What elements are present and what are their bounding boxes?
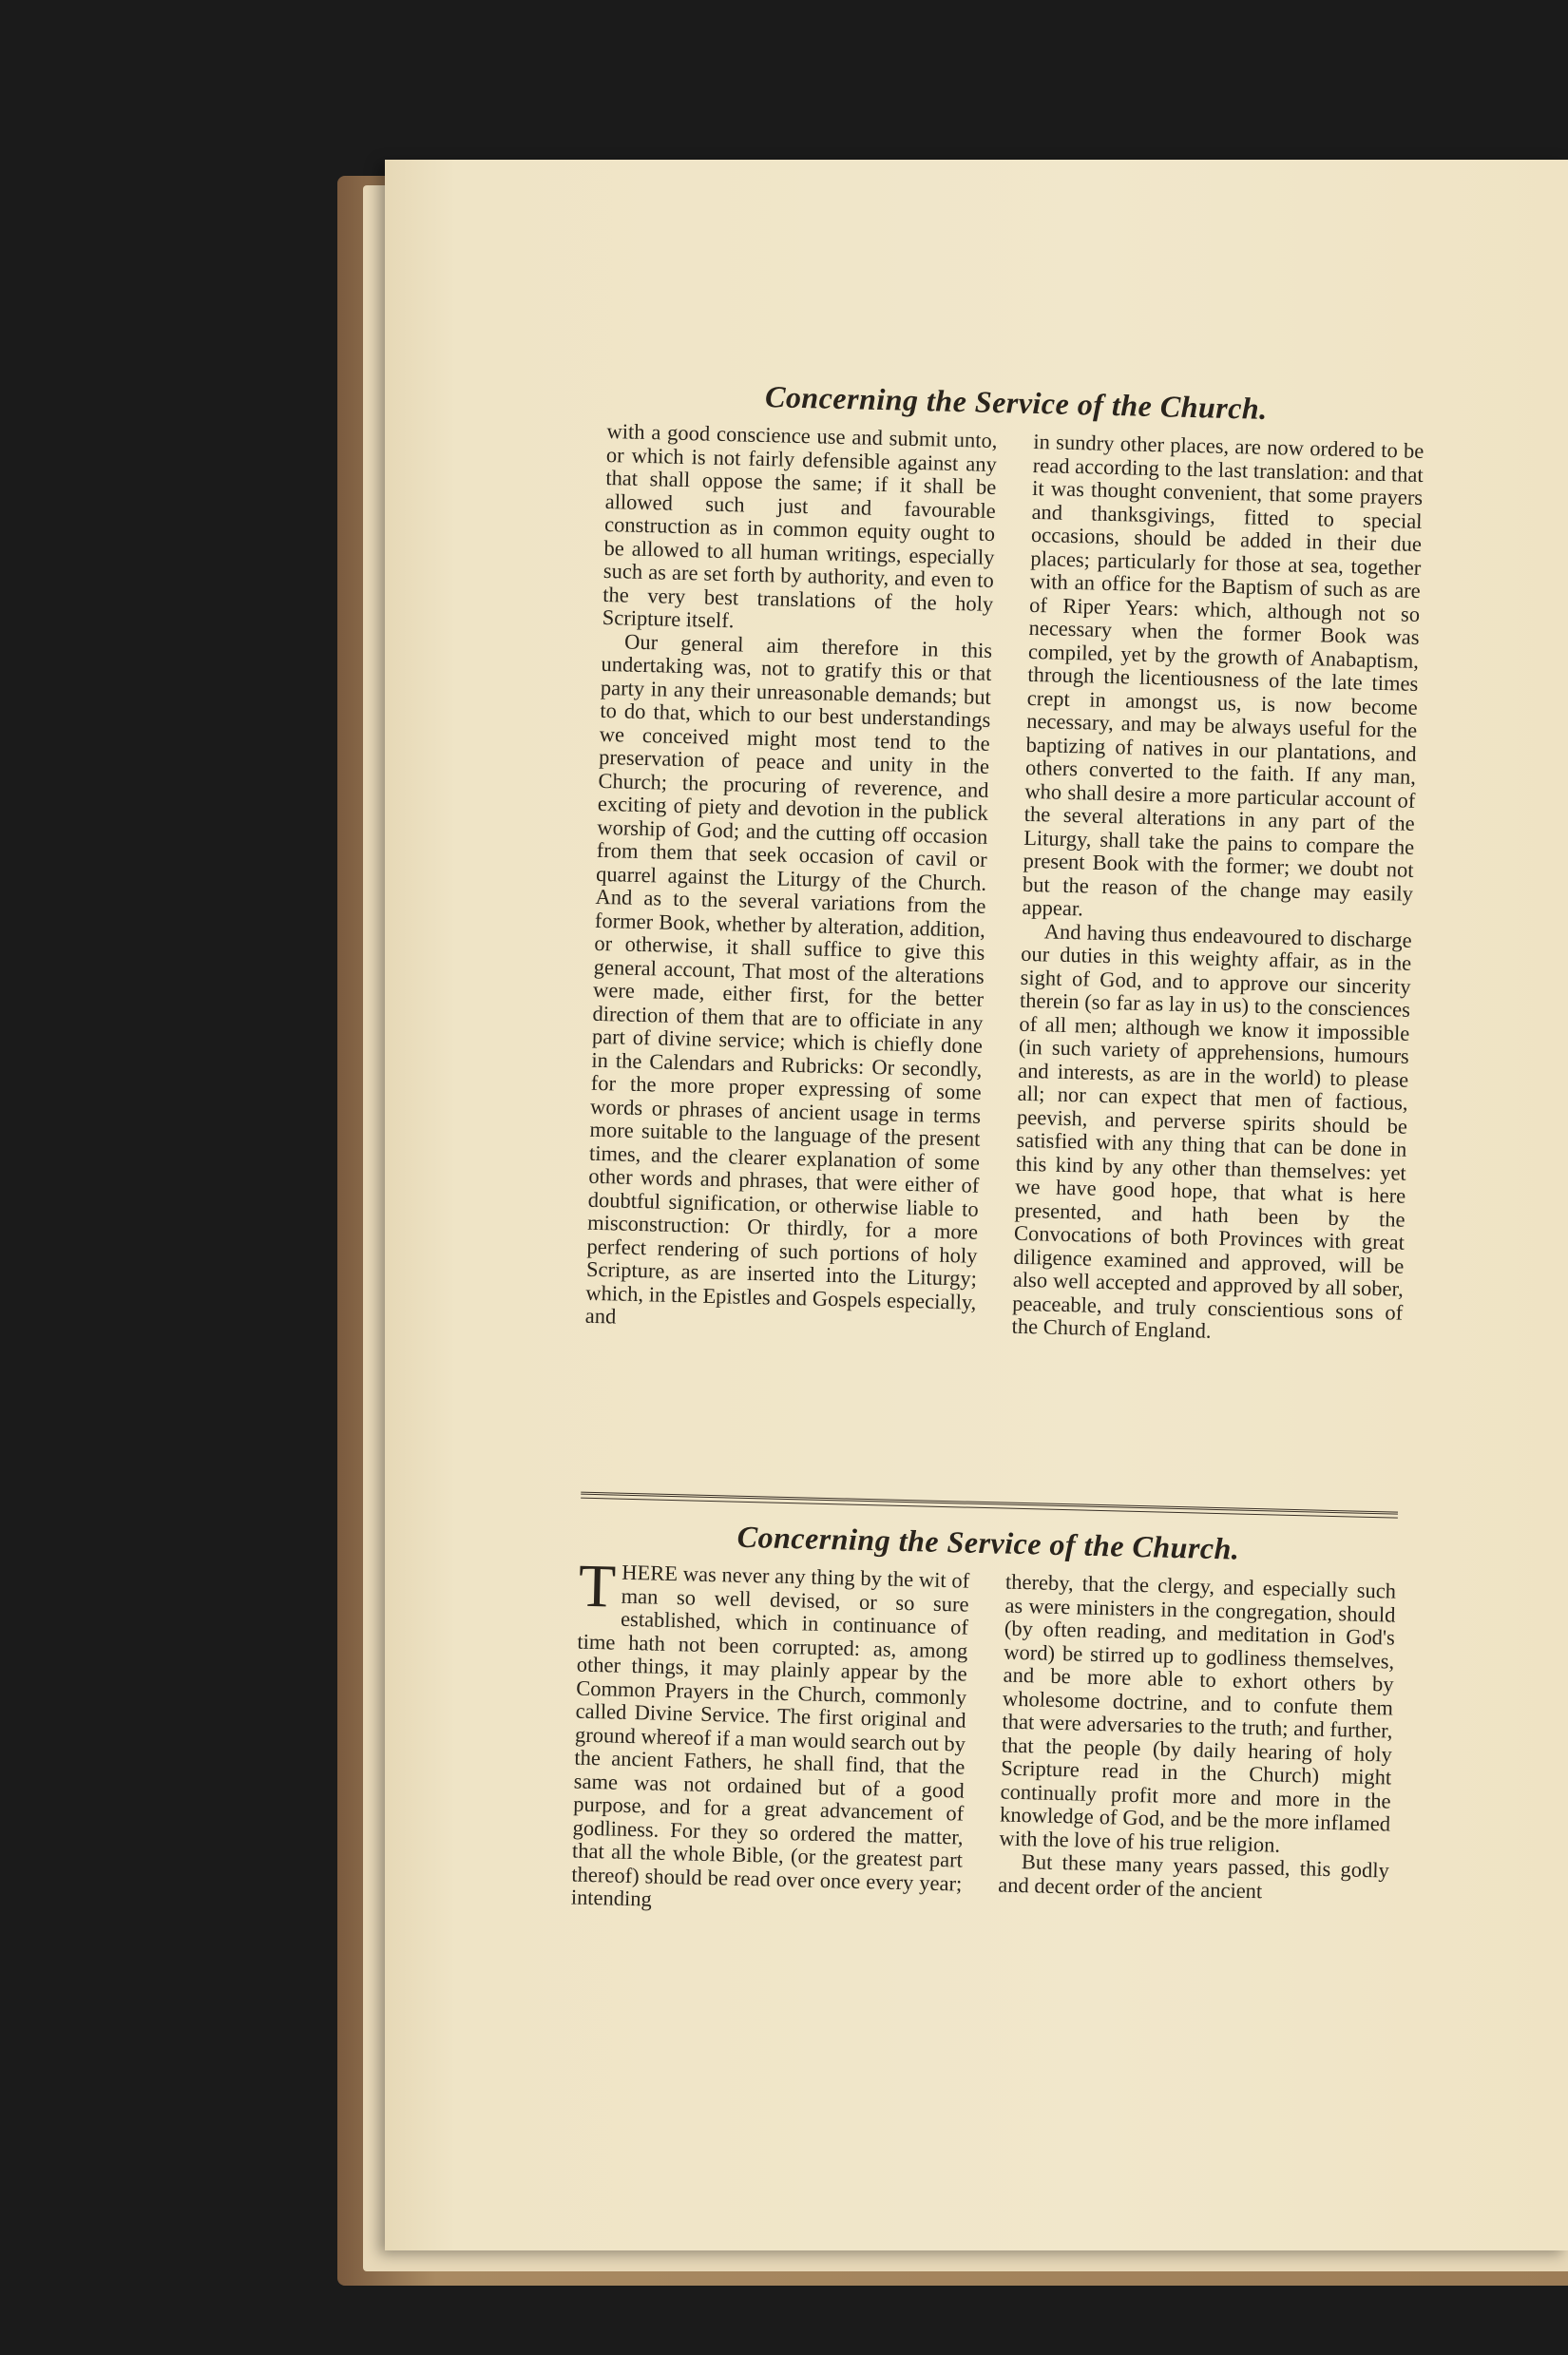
paragraph: Our general aim therefore in this undertaking was, not to gratify this or that party in any their unreasonable demands; but to do that, which to our best understandings we conceived might most tend to the preservation of peace and unity in the Church; the procuring of reverence, and exciting of piety and devotion in the publick worship of God; and the cutting off occasion from them that seek occasion of cavil or quarrel against the Liturgy of the Church. And as to the several variations from the former Book, whether by alteration, addition, or otherwise, it shall suffice to give this general account, That most of the alterations were made, either first, for the better direction of them that are to officiate in any part of divine service; which is chiefly done in the Calendars and Rubricks: Or secondly, for the more proper expressing of some words or phrases of ancient usage in terms more suitable to the language of the present times, and the clearer explanation of some other words and phrases, that were either of doubtful signification, or otherwise liable to misconstruction: Or thirdly, for a more perfect rendering of such portions of holy Scripture, as are inserted into the Liturgy; which, in the Epistles and Gospels especially, and (584, 629, 993, 1329)
paragraph: And having thus endeavoured to discharge our duties in this weighty affair, as in the sight of God, and to approve our sincerity therein (so far as lay in us) to the consciences of all men; although we know it impossible (in such variety of apprehensions, humours and interests, as are in the world) to please all; nor can expect that men of factious, peevish, and perverse spirits should be satisfied with any thing that can be done in this kind by any other than themselves: yet we have good hope, that what is here presented, and hath been by the Convocations of both Provinces with great diligence examined and approved, will be also well accepted and approved by all sober, peaceable, and truly conscientious sons of the Church of England. (1011, 918, 1413, 1343)
drop-cap: T (578, 1551, 617, 1620)
paragraph: thereby, that the clergy, and especially such as were ministers in the congregation, should (by often reading, and meditation in God's word) be stirred up to godliness themselves, and be more able to exhort others by wholesome doctrine, and to confute them that were adversaries to the truth; and further, that the people (by daily hearing of holy Scripture read in the Church) might continually profit more and more in the knowledge of God, and be the more inflamed with the love of his true religion. (999, 1569, 1397, 1857)
section1-column-right (1011, 431, 1424, 1348)
paragraph: with a good conscience use and submit unto, or which is not fairly defensible against any that shall oppose the same; if it shall be allowed such just and favourable construction as in common equity ought to be allowed to all human writings, especially such as are set forth by authority, and even to the very best translations of the holy Scripture itself. (602, 418, 998, 633)
page-text-area (568, 375, 1425, 2011)
double-rule-divider (581, 1492, 1398, 1519)
paragraph: in sundry other places, are now ordered to be read according to the last translation: and that it was thought convenient, that some prayers and thanksgivings, fitted to special occasions, should be added in their due places; particularly for those at sea, together with an office for the Baptism of such as are of Riper Years: which, although not so necessary when the former Book was compiled, yet by the growth of Anabaptism, through the licentiousness of the late times crept in amongst us, is now become necessary, and may be always useful for the baptizing of natives in our plantations, and others converted to the faith. If any man, who shall desire a more particular account of the several alterations in any part of the Liturgy, shall take the pains to compare the present Book with the former; we doubt not but the reason of the change may easily appear. (1022, 429, 1425, 921)
paragraph-text: HERE was never any thing by the wit of man so well devised, or so sure established, which in continuance of time hath not been corrupted: as, among other things, it may plainly appear by the Common Prayers in the Church, commonly called Divine Service. The first original and ground whereof if a man would search out by the ancient Fathers, he shall find, that the same was not ordained but of a good purpose, and for a great advancement of godliness. For they so ordered the matter, that all the whole Bible, (or the greatest part thereof) should be read over once every year; intending (570, 1560, 970, 1911)
section2 (571, 1492, 1398, 1929)
section-heading-2: Concerning the Service of the Church. (736, 1519, 1240, 1566)
paragraph (570, 1551, 970, 1919)
section1-columns (585, 420, 1425, 1348)
section1-column-left (585, 420, 998, 1337)
section2-column-right (997, 1571, 1396, 1929)
paragraph: But these many years passed, this godly and decent order of the ancient (998, 1849, 1390, 1903)
section-heading-1: Concerning the Service of the Church. (764, 379, 1269, 426)
section2-columns (570, 1551, 1397, 1929)
section2-column-left (570, 1551, 970, 1919)
